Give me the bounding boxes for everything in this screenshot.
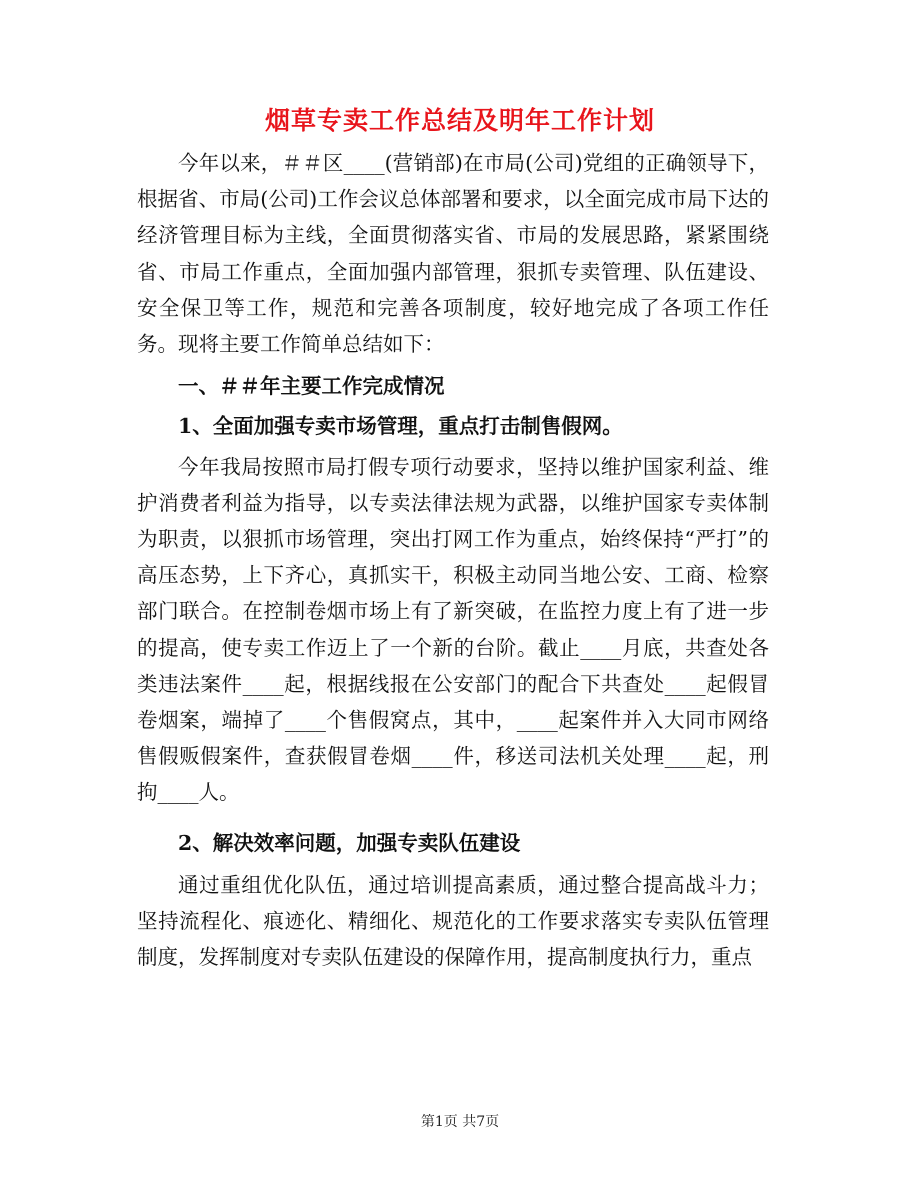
subsection-paragraph-1: 今年我局按照市局打假专项行动要求，坚持以维护国家利益、维护消费者利益为指导，以专卖法律法规为武器，以维护国家专卖体制为职责，以狠抓市场管理，突出打网工作为重点，始终保持“严打”的高压态势，上下齐心，真抓实干，积极主动同当地公安、工商、检察部门联合。在控制卷烟市场上有了新突破，在监控力度上有了进一步的提高，使专卖工作迈上了一个新的台阶。截止____月底，共查处各类违法案件____起，根据线报在公安部门的配合下共查处____起假冒卷烟案，端掉了____个售假窝点，其中，____起案件并入大同市网络售假贩假案件，查获假冒卷烟____件，移送司法机关处理____起，刑拘____人。: [137, 454, 769, 805]
section-heading-1: 一、＃＃年主要工作完成情况: [178, 374, 445, 399]
subsection-heading-2: 2、解决效率问题，加强专卖队伍建设: [178, 830, 521, 855]
page-number-footer: 第1页 共7页: [420, 1114, 500, 1130]
document-title: 烟草专卖工作总结及明年工作计划: [264, 106, 655, 135]
intro-paragraph: 今年以来，＃＃区____(营销部)在市局(公司)党组的正确领导下，根据省、市局(公司)工作会议总体部署和要求，以全面完成市局下达的经济管理目标为主线，全面贯彻落实省、市局的发展思路，紧紧围绕省、市局工作重点，全面加强内部管理，狠抓专卖管理、队伍建设、安全保卫等工作，规范和完善各项制度，较好地完成了各项工作任务。现将主要工作简单总结如下：: [137, 151, 769, 357]
document-body: [137, 145, 769, 975]
subsection-heading-1: 1、全面加强专卖市场管理，重点打击制售假网。: [178, 414, 623, 439]
subsection-paragraph-2: 通过重组优化队伍，通过培训提高素质，通过整合提高战斗力；坚持流程化、痕迹化、精细化、规范化的工作要求落实专卖队伍管理制度，发挥制度对专卖队伍建设的保障作用，提高制度执行力，重点: [137, 872, 769, 970]
